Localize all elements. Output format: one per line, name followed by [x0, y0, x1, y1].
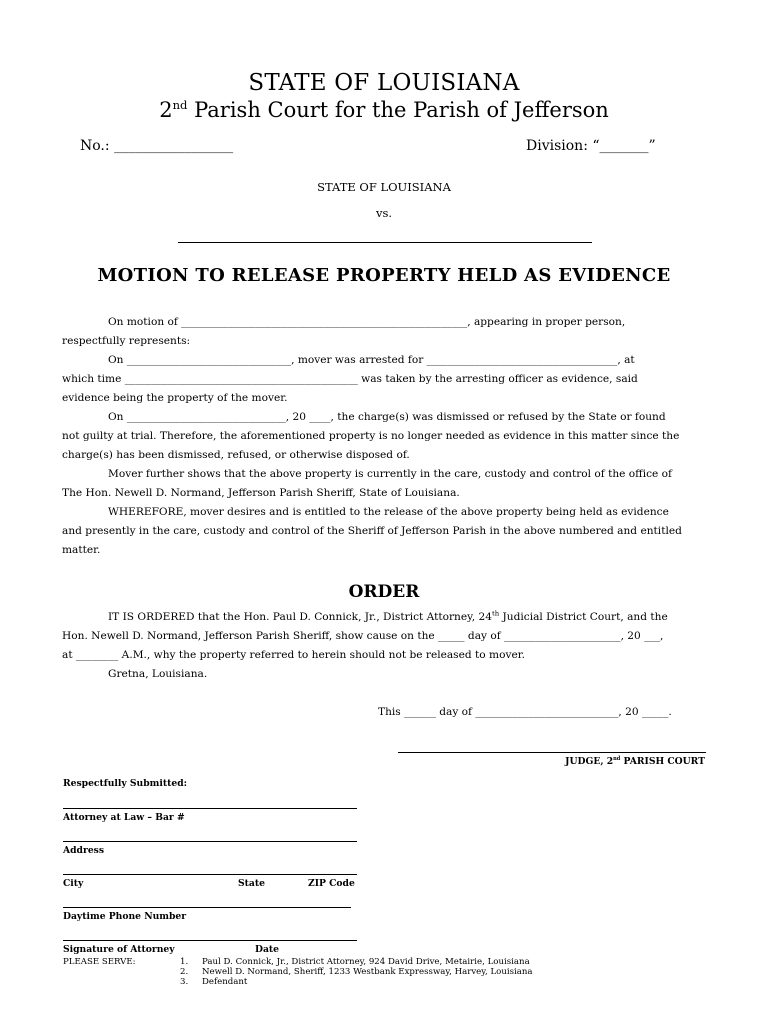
defendant-line[interactable]	[178, 242, 592, 243]
motion-line: matter.	[62, 544, 101, 556]
motion-line: On ______________________________, 20 ____, the charge(s) was dismissed or refused by the State or found	[108, 411, 666, 423]
division-label: Division:	[526, 138, 588, 154]
serve-item-num: 2.	[180, 967, 189, 977]
court-number: 2	[159, 98, 173, 122]
court-ordinal: nd	[172, 98, 188, 112]
order-line: Gretna, Louisiana.	[108, 668, 208, 680]
division-row	[526, 138, 656, 154]
signature-label: Signature of Attorney	[63, 944, 175, 955]
address-line[interactable]	[63, 841, 357, 842]
order-line-part: Judicial District Court, and the	[499, 611, 668, 623]
caption-plaintiff: STATE OF LOUISIANA	[317, 180, 451, 194]
serve-item: Paul D. Connick, Jr., District Attorney, 924 David Drive, Metairie, Louisiana	[202, 957, 530, 967]
judge-label-part: JUDGE, 2	[565, 756, 614, 767]
order-line: Hon. Newell D. Normand, Jefferson Parish Sheriff, show cause on the _____ day of ______________________, 20 ___,	[62, 630, 664, 642]
serve-item: Defendant	[202, 977, 248, 987]
city-label: City	[63, 878, 84, 889]
motion-line: respectfully represents:	[62, 335, 191, 347]
order-date-line: This ______ day of ___________________________, 20 _____.	[378, 706, 672, 718]
phone-line[interactable]	[63, 907, 351, 908]
motion-line: The Hon. Newell D. Normand, Jefferson Parish Sheriff, State of Louisiana.	[62, 487, 460, 499]
motion-line: WHEREFORE, mover desires and is entitled to the release of the above property being held as evidence	[108, 506, 669, 518]
motion-line: charge(s) has been dismissed, refused, or otherwise disposed of.	[62, 449, 410, 461]
case-number-blank[interactable]: _________________	[114, 138, 234, 154]
order-ordinal: th	[491, 609, 500, 618]
court-name	[0, 98, 768, 122]
respectfully-submitted: Respectfully Submitted:	[63, 778, 188, 789]
serve-item-num: 1.	[180, 957, 189, 967]
zip-label: ZIP Code	[308, 878, 355, 889]
order-line-part: IT IS ORDERED that the Hon. Paul D. Connick, Jr., District Attorney, 24	[108, 611, 492, 623]
signature-line[interactable]	[63, 940, 357, 941]
motion-line: Mover further shows that the above property is currently in the care, custody and control of the office of	[108, 468, 672, 480]
state-label: State	[238, 878, 265, 889]
order-line	[62, 608, 706, 627]
motion-title: MOTION TO RELEASE PROPERTY HELD AS EVIDENCE	[97, 265, 671, 286]
judge-signature-line[interactable]	[398, 752, 706, 753]
please-serve-label: PLEASE SERVE:	[63, 957, 136, 967]
judge-label-part: PARISH COURT	[620, 756, 705, 767]
case-number-label: No.:	[80, 138, 110, 154]
order-body	[62, 608, 706, 684]
attorney-label: Attorney at Law – Bar #	[63, 812, 185, 823]
motion-line: On _______________________________, mover was arrested for ____________________________________, at	[108, 354, 635, 366]
motion-line: and presently in the care, custody and control of the Sheriff of Jefferson Parish in the above numbered and entitled	[62, 525, 682, 537]
judge-ordinal: nd	[613, 755, 621, 762]
order-line: at ________ A.M., why the property referred to herein should not be released to mover.	[62, 649, 525, 661]
address-label: Address	[63, 845, 105, 856]
serve-item-num: 3.	[180, 977, 189, 987]
city-line[interactable]	[63, 874, 357, 875]
phone-label: Daytime Phone Number	[63, 911, 187, 922]
judge-label	[565, 756, 705, 767]
case-number-row	[80, 138, 233, 154]
order-title: ORDER	[348, 582, 420, 602]
motion-body	[62, 313, 706, 560]
division-blank[interactable]: “_______”	[592, 138, 656, 154]
motion-line: evidence being the property of the mover.	[62, 392, 288, 404]
court-name-text: Parish Court for the Parish of Jefferson	[187, 98, 609, 122]
serve-item: Newell D. Normand, Sheriff, 1233 Westbank Expressway, Harvey, Louisiana	[202, 967, 533, 977]
date-label: Date	[255, 944, 280, 955]
caption-vs: vs.	[375, 206, 393, 220]
motion-line: On motion of ______________________________________________________, appearing in proper person,	[108, 316, 626, 328]
page-title: STATE OF LOUISIANA	[248, 70, 520, 96]
motion-line: which time ____________________________________________ was taken by the arresting officer as evidence, said	[62, 373, 638, 385]
motion-line: not guilty at trial. Therefore, the aforementioned property is no longer needed as evidence in this matter since the	[62, 430, 680, 442]
attorney-line[interactable]	[63, 808, 357, 809]
